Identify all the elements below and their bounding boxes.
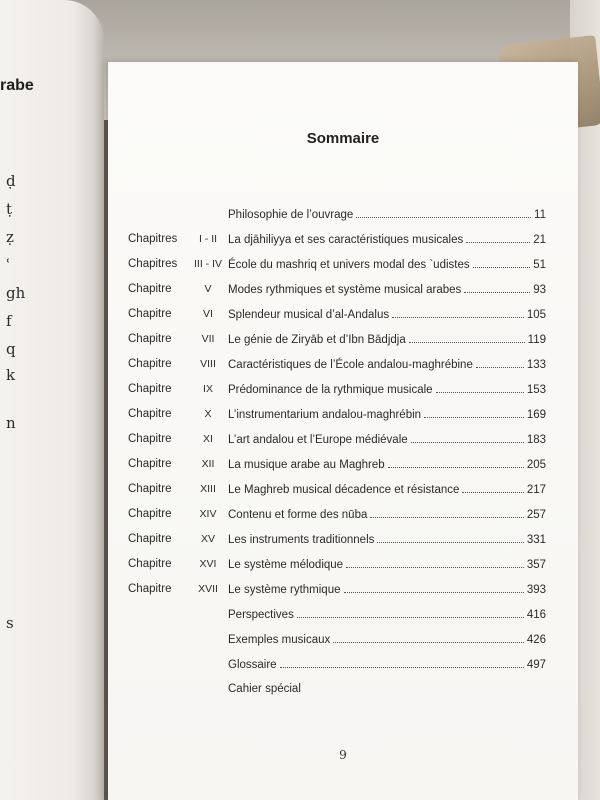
chapter-label: Chapitre (128, 333, 172, 345)
chapter-number: VI (203, 308, 213, 320)
dot-leader (346, 558, 524, 568)
left-page-fragment: ṭ (6, 200, 13, 218)
chapter-label: Chapitre (128, 533, 172, 545)
chapter-label: Chapitre (128, 483, 172, 495)
entry-title: La musique arabe au Maghreb (228, 459, 385, 471)
entry-title: Caractéristiques de l’École andalou-maghrébine (228, 359, 473, 371)
toc-row (108, 558, 578, 578)
chapter-number: VIII (200, 358, 216, 370)
toc-entry (228, 433, 546, 446)
entry-title: Cahier spécial (228, 683, 301, 695)
dot-leader (436, 383, 524, 393)
entry-page: 183 (526, 434, 546, 446)
entry-page: 217 (526, 484, 546, 496)
entry-page: 51 (533, 259, 546, 271)
dot-leader (388, 458, 524, 468)
dot-leader (392, 308, 524, 318)
dot-leader (409, 333, 525, 343)
toc-entry (228, 358, 546, 371)
left-page-fragment: q (6, 340, 16, 358)
dot-leader (411, 433, 524, 443)
entry-page: 416 (526, 609, 546, 621)
left-page-fragment: ẓ (6, 228, 14, 246)
dot-leader (370, 508, 523, 518)
left-page-fragment: ḍ (6, 172, 16, 190)
entry-title: Le système rythmique (228, 584, 341, 596)
dot-leader (344, 583, 524, 593)
toc-entry (228, 608, 546, 621)
chapter-number: XIV (199, 508, 217, 520)
entry-page: 133 (526, 359, 546, 371)
toc-entry (228, 233, 546, 246)
chapter-label: Chapitre (128, 308, 172, 320)
entry-page: 393 (526, 584, 546, 596)
dot-leader (356, 208, 531, 218)
toc-row (108, 508, 578, 528)
dot-leader (466, 233, 530, 243)
toc-row (108, 383, 578, 403)
chapter-label: Chapitre (128, 583, 172, 595)
toc-row (108, 608, 578, 628)
dot-leader (424, 408, 524, 418)
entry-page: 93 (533, 284, 546, 296)
entry-title: Prédominance de la rythmique musicale (228, 384, 433, 396)
dot-leader (377, 533, 523, 543)
entry-title: École du mashriq et univers modal des `udistes (228, 259, 470, 271)
toc-entry (228, 308, 546, 321)
chapter-number: III - IV (193, 258, 222, 270)
page-number: 9 (339, 748, 347, 762)
left-facing-page (0, 0, 104, 800)
toc-entry (228, 658, 546, 671)
toc-row (108, 633, 578, 653)
entry-page: 357 (526, 559, 546, 571)
toc-entry (228, 258, 546, 271)
entry-title: L’art andalou et l’Europe médiévale (228, 434, 408, 446)
entry-page: 426 (526, 634, 546, 646)
toc-entry (228, 633, 546, 646)
entry-page: 105 (526, 309, 546, 321)
entry-page: 153 (526, 384, 546, 396)
dot-leader (462, 483, 523, 493)
entry-title: L’instrumentarium andalou-maghrébin (228, 409, 422, 421)
entry-title: Splendeur musical d’al-Andalus (228, 309, 390, 321)
entry-page: 257 (526, 509, 546, 521)
toc-entry (228, 683, 546, 695)
entry-title: Le système mélodique (228, 559, 344, 571)
chapter-number: XI (203, 433, 213, 445)
entry-title: Modes rythmiques et système musical arabes (228, 284, 462, 296)
entry-page: 169 (526, 409, 546, 421)
dot-leader (473, 258, 531, 268)
toc-row (108, 483, 578, 503)
toc-row (108, 433, 578, 453)
toc-entry (228, 208, 546, 221)
toc-row (108, 233, 578, 253)
toc-entry (228, 333, 546, 346)
toc-row (108, 408, 578, 428)
left-page-fragment: k (6, 366, 16, 384)
chapter-label: Chapitre (128, 408, 172, 420)
toc-entry (228, 583, 546, 596)
entry-title: Contenu et forme des nūba (228, 509, 368, 521)
toc-entry (228, 283, 546, 296)
entry-title: Philosophie de l’ouvrage (228, 209, 354, 221)
chapter-label: Chapitre (128, 458, 172, 470)
toc-entry (228, 458, 546, 471)
chapter-number: XII (201, 458, 215, 470)
left-page-heading-fragment: rabe (0, 77, 34, 94)
entry-title: Glossaire (228, 659, 277, 671)
toc-entry (228, 508, 546, 521)
left-page-fragment: n (6, 414, 16, 432)
chapter-number: V (204, 283, 212, 295)
entry-page: 331 (526, 534, 546, 546)
toc-row (108, 283, 578, 303)
left-page-fragment: f (6, 312, 12, 330)
toc-row (108, 683, 578, 703)
toc-row (108, 533, 578, 553)
toc-entry (228, 533, 546, 546)
page-title: Sommaire (306, 130, 380, 147)
dot-leader (297, 608, 524, 618)
toc-row (108, 458, 578, 478)
entry-title: Le génie de Ziryāb et d’Ibn Bādjdja (228, 334, 406, 346)
toc-entry (228, 408, 546, 421)
chapter-label: Chapitre (128, 558, 172, 570)
entry-page: 205 (526, 459, 546, 471)
entry-title: La djāhiliyya et ses caractéristiques musicales (228, 234, 464, 246)
toc-entry (228, 383, 546, 396)
left-page-fragment: ʿ (6, 256, 11, 274)
entry-title: Perspectives (228, 609, 294, 621)
entry-page: 119 (527, 334, 546, 346)
chapter-label: Chapitre (128, 383, 172, 395)
entry-page: 21 (533, 234, 546, 246)
chapter-label: Chapitre (128, 433, 172, 445)
toc-entry (228, 483, 546, 496)
chapter-number: I - II (198, 233, 218, 245)
toc-row (108, 208, 578, 228)
chapter-number: VII (201, 333, 215, 345)
chapter-number: XVII (198, 583, 218, 595)
toc-entry (228, 558, 546, 571)
entry-page: 11 (534, 209, 546, 221)
toc-row (108, 258, 578, 278)
left-page-fragment: s (6, 614, 14, 632)
toc-row (108, 308, 578, 328)
chapter-label: Chapitre (128, 508, 172, 520)
chapter-label: Chapitres (128, 258, 178, 270)
entry-page: 497 (526, 659, 546, 671)
toc-page (108, 62, 578, 800)
chapter-label: Chapitre (128, 358, 172, 370)
toc-row (108, 358, 578, 378)
toc-row (108, 658, 578, 678)
entry-title: Les instruments traditionnels (228, 534, 375, 546)
dot-leader (464, 283, 530, 293)
left-page-fragment: gh (6, 284, 26, 302)
entry-title: Exemples musicaux (228, 634, 331, 646)
chapter-number: IX (203, 383, 213, 395)
chapter-number: X (204, 408, 212, 420)
dot-leader (333, 633, 524, 643)
dot-leader (476, 358, 524, 368)
toc-row (108, 333, 578, 353)
chapter-number: XV (200, 533, 215, 545)
chapter-label: Chapitre (128, 283, 172, 295)
toc-row (108, 583, 578, 603)
chapter-label: Chapitres (128, 233, 178, 245)
chapter-number: XIII (200, 483, 216, 495)
dot-leader (280, 658, 524, 668)
entry-title: Le Maghreb musical décadence et résistance (228, 484, 460, 496)
chapter-number: XVI (199, 558, 217, 570)
